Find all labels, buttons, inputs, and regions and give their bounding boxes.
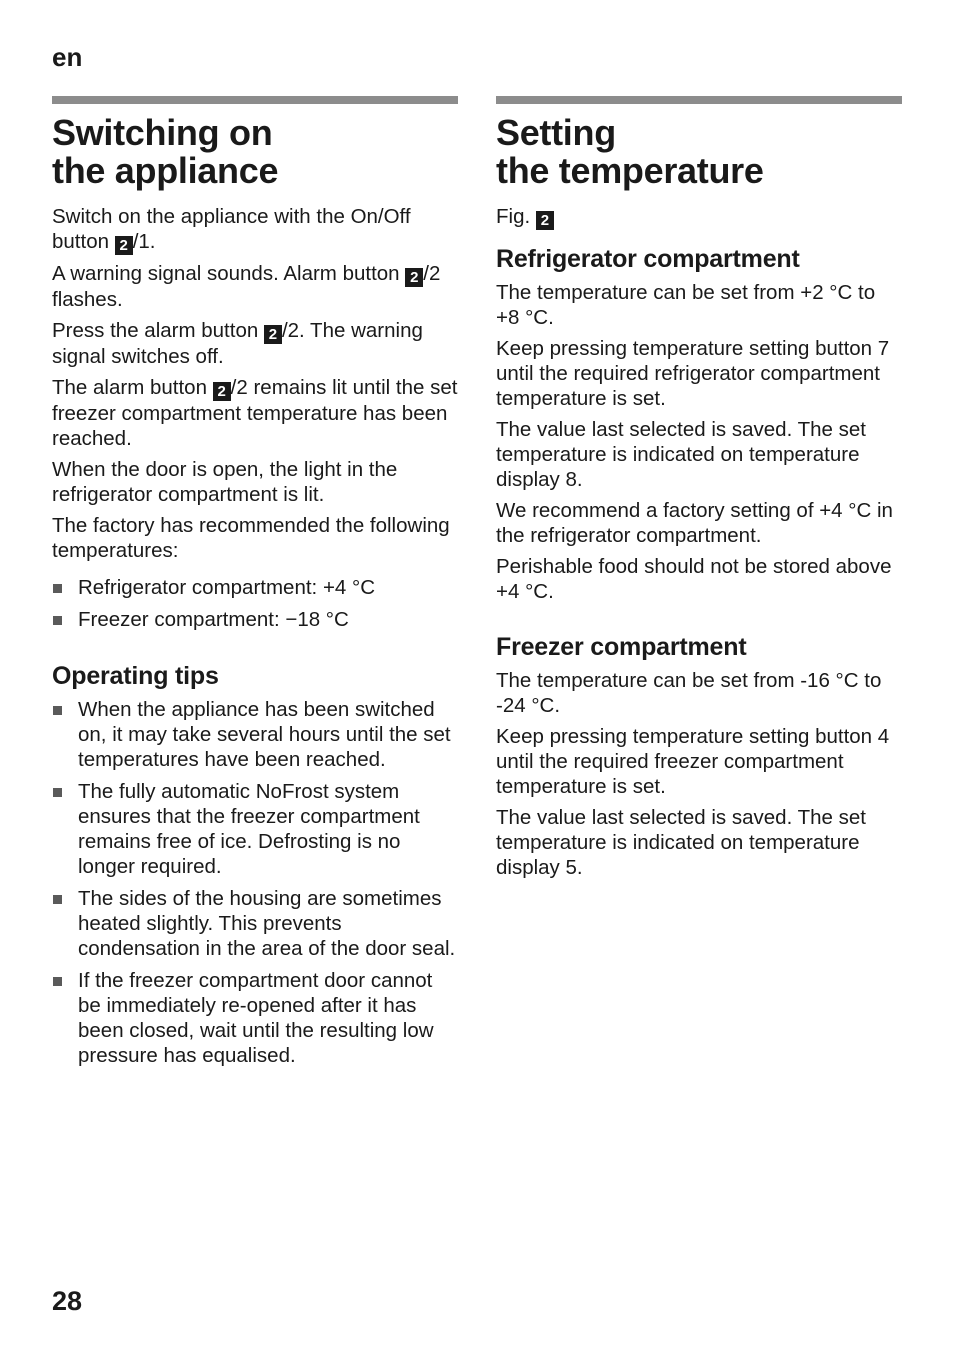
paragraph-text: /2 remains lit until the set freezer compartment temperature has been reached. [52,376,458,450]
list-item-text: The fully automatic NoFrost system ensures that the freezer compartment remains free of ice. Defrosting is no longer required. [78,780,420,878]
list-item-text: The sides of the housing are sometimes heated slightly. This prevents condensation in the area of the door seal. [78,887,456,960]
subsection-heading: Refrigerator compartment [496,245,800,273]
title-line: the appliance [52,150,279,191]
paragraph-text: The alarm button [52,376,213,399]
figure-label: Fig. [496,205,536,228]
list-item-text: When the appliance has been switched on, it may take several hours until the set temperatures have been reached. [78,698,451,771]
page-number: 28 [52,1286,83,1316]
paragraph [52,261,458,312]
list-item [52,886,458,961]
paragraph: The factory has recommended the following temperatures: [52,514,450,562]
paragraph: Perishable food should not be stored above +4 °C. [496,555,892,603]
title-line: the temperature [496,150,764,191]
figure-ref-badge: 2 [264,325,282,344]
list-item-text: Freezer compartment: −18 °C [78,608,349,631]
list-item [52,968,458,1068]
spacer [496,610,902,632]
paragraph: When the door is open, the light in the refrigerator compartment is lit. [52,458,398,506]
list-item [52,607,458,632]
paragraph: Keep pressing temperature setting button 7 until the required refrigerator compartment temperature is set. [496,337,890,410]
paragraph: The value last selected is saved. The set temperature is indicated on temperature display 5. [496,806,866,879]
tips-list [52,697,458,1068]
bullet-icon [53,977,62,986]
figure-ref-badge: 2 [536,211,554,230]
figure-ref-badge: 2 [115,236,133,255]
title-line: Setting [496,112,616,153]
paragraph: Keep pressing temperature setting button 4 until the required freezer compartment temperature is set. [496,725,890,798]
paragraph-text: Press the alarm button [52,319,264,342]
section-title [496,114,902,190]
temperature-list [52,575,458,632]
section-title [52,114,458,190]
paragraph-text: /2 flashes. [52,262,441,311]
paragraph: We recommend a factory setting of +4 °C in the refrigerator compartment. [496,499,893,547]
paragraph: The temperature can be set from -16 °C to -24 °C. [496,669,882,717]
bullet-icon [53,788,62,797]
paragraph [52,375,458,451]
bullet-icon [53,616,62,625]
list-item [52,697,458,772]
section-rule [496,96,902,104]
paragraph: The temperature can be set from +2 °C to +8 °C. [496,281,876,329]
bullet-icon [53,706,62,715]
list-item-text: Refrigerator compartment: +4 °C [78,576,376,599]
list-item-text: If the freezer compartment door cannot be immediately re-opened after it has been closed, wait until the resulting low pressure has equalised. [78,969,434,1067]
figure-reference [496,204,902,230]
language-label: en [52,42,83,72]
paragraph-text: /1. [132,230,156,253]
title-line: Switching on [52,112,273,153]
list-item [52,575,458,600]
spacer [52,639,458,661]
figure-ref-badge: 2 [405,268,423,287]
subsection-heading: Operating tips [52,662,219,690]
section-rule [52,96,458,104]
switching-on-section [52,96,458,1075]
setting-temperature-section [496,96,902,886]
list-item [52,779,458,879]
bullet-icon [53,584,62,593]
bullet-icon [53,895,62,904]
paragraph [52,204,458,255]
paragraph-text: /2. The warning signal switches off. [52,319,423,368]
paragraph-text: Switch on the appliance with the On/Off button [52,205,411,253]
paragraph: The value last selected is saved. The set temperature is indicated on temperature display 8. [496,418,866,491]
subsection-heading: Freezer compartment [496,633,747,661]
paragraph [52,318,458,369]
paragraph-text: A warning signal sounds. Alarm button [52,262,406,285]
figure-ref-badge: 2 [213,382,231,401]
